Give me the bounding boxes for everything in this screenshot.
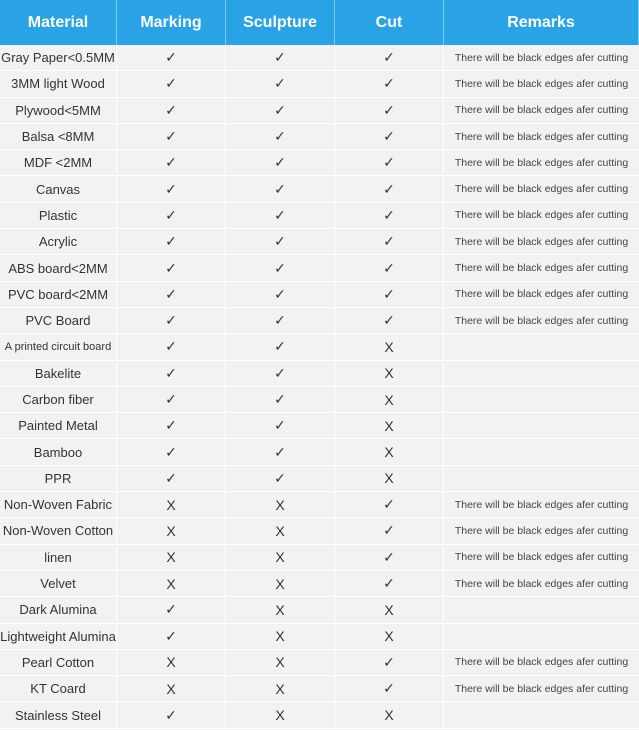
remarks-cell [444,702,639,728]
marking-cell: ✓ [117,413,226,439]
cut-cell: ✓ [335,518,444,544]
cut-cell: ✓ [335,176,444,202]
sculpture-cell: ✓ [226,71,335,97]
header-remarks: Remarks [444,0,639,45]
sculpture-cell: X [226,650,335,676]
material-cell: Non-Woven Cotton [0,518,117,544]
cut-cell: ✓ [335,282,444,308]
cut-cell: ✓ [335,676,444,702]
material-cell: Canvas [0,176,117,202]
marking-cell: X [117,571,226,597]
sculpture-cell: X [226,597,335,623]
sculpture-cell: ✓ [226,124,335,150]
remarks-cell: There will be black edges afer cutting [444,308,639,334]
sculpture-cell: ✓ [226,308,335,334]
marking-cell: ✓ [117,71,226,97]
material-cell: 3MM light Wood [0,71,117,97]
sculpture-cell: X [226,518,335,544]
marking-cell: ✓ [117,308,226,334]
cut-cell: ✓ [335,308,444,334]
marking-cell: ✓ [117,702,226,728]
remarks-cell: There will be black edges afer cutting [444,150,639,176]
remarks-cell: There will be black edges afer cutting [444,124,639,150]
marking-cell: ✓ [117,466,226,492]
header-material: Material [0,0,117,45]
remarks-cell: There will be black edges afer cutting [444,203,639,229]
remarks-cell: There will be black edges afer cutting [444,45,639,71]
material-cell: ABS board<2MM [0,255,117,281]
sculpture-cell: ✓ [226,361,335,387]
cut-cell: ✓ [335,150,444,176]
cut-cell: ✓ [335,229,444,255]
cut-cell: ✓ [335,98,444,124]
remarks-cell [444,597,639,623]
remarks-cell [444,439,639,465]
material-cell: Carbon fiber [0,387,117,413]
material-cell: Stainless Steel [0,702,117,728]
sculpture-cell: ✓ [226,466,335,492]
marking-cell: ✓ [117,45,226,71]
marking-cell: ✓ [117,124,226,150]
material-cell: Velvet [0,571,117,597]
remarks-cell: There will be black edges afer cutting [444,571,639,597]
cut-cell: X [335,466,444,492]
material-cell: Balsa <8MM [0,124,117,150]
sculpture-cell: ✓ [226,229,335,255]
marking-cell: ✓ [117,439,226,465]
material-cell: Plastic [0,203,117,229]
sculpture-cell: X [226,571,335,597]
marking-cell: X [117,650,226,676]
marking-cell: X [117,492,226,518]
remarks-cell [444,413,639,439]
marking-cell: X [117,545,226,571]
cut-cell: X [335,702,444,728]
sculpture-cell: ✓ [226,150,335,176]
cut-cell: X [335,334,444,360]
sculpture-cell: X [226,624,335,650]
sculpture-cell: ✓ [226,387,335,413]
remarks-cell: There will be black edges afer cutting [444,176,639,202]
marking-cell: X [117,676,226,702]
material-cell: Painted Metal [0,413,117,439]
sculpture-cell: X [226,702,335,728]
marking-cell: ✓ [117,176,226,202]
sculpture-cell: ✓ [226,176,335,202]
sculpture-cell: X [226,545,335,571]
sculpture-cell: ✓ [226,45,335,71]
marking-cell: ✓ [117,229,226,255]
material-cell: Bakelite [0,361,117,387]
remarks-cell: There will be black edges afer cutting [444,98,639,124]
cut-cell: ✓ [335,545,444,571]
sculpture-cell: X [226,676,335,702]
material-cell: PVC board<2MM [0,282,117,308]
cut-cell: ✓ [335,71,444,97]
cut-cell: X [335,387,444,413]
sculpture-cell: ✓ [226,255,335,281]
marking-cell: ✓ [117,255,226,281]
sculpture-cell: ✓ [226,98,335,124]
material-cell: MDF <2MM [0,150,117,176]
material-cell: Lightweight Alumina [0,624,117,650]
cut-cell: X [335,439,444,465]
marking-cell: ✓ [117,597,226,623]
remarks-cell [444,624,639,650]
marking-cell: ✓ [117,282,226,308]
sculpture-cell: X [226,492,335,518]
material-cell: Plywood<5MM [0,98,117,124]
remarks-cell: There will be black edges afer cutting [444,518,639,544]
marking-cell: ✓ [117,150,226,176]
remarks-cell [444,334,639,360]
remarks-cell: There will be black edges afer cutting [444,71,639,97]
marking-cell: ✓ [117,387,226,413]
remarks-cell: There will be black edges afer cutting [444,282,639,308]
material-cell: A printed circuit board [0,334,117,360]
material-cell: Bamboo [0,439,117,465]
cut-cell: ✓ [335,45,444,71]
marking-cell: ✓ [117,361,226,387]
marking-cell: ✓ [117,203,226,229]
cut-cell: X [335,361,444,387]
material-cell: linen [0,545,117,571]
material-cell: PVC Board [0,308,117,334]
header-marking: Marking [117,0,226,45]
sculpture-cell: ✓ [226,439,335,465]
material-cell: Dark Alumina [0,597,117,623]
cut-cell: X [335,624,444,650]
sculpture-cell: ✓ [226,334,335,360]
material-cell: Non-Woven Fabric [0,492,117,518]
material-cell: Acrylic [0,229,117,255]
cut-cell: ✓ [335,650,444,676]
cut-cell: ✓ [335,255,444,281]
cut-cell: ✓ [335,124,444,150]
sculpture-cell: ✓ [226,413,335,439]
remarks-cell: There will be black edges afer cutting [444,676,639,702]
marking-cell: ✓ [117,334,226,360]
material-cell: KT Coard [0,676,117,702]
header-sculpture: Sculpture [226,0,335,45]
sculpture-cell: ✓ [226,282,335,308]
material-cell: PPR [0,466,117,492]
remarks-cell: There will be black edges afer cutting [444,255,639,281]
remarks-cell [444,466,639,492]
cut-cell: ✓ [335,203,444,229]
remarks-cell: There will be black edges afer cutting [444,650,639,676]
cut-cell: ✓ [335,492,444,518]
remarks-cell: There will be black edges afer cutting [444,545,639,571]
marking-cell: ✓ [117,624,226,650]
cut-cell: ✓ [335,571,444,597]
material-cell: Gray Paper<0.5MM [0,45,117,71]
material-cell: Pearl Cotton [0,650,117,676]
remarks-cell: There will be black edges afer cutting [444,492,639,518]
cut-cell: X [335,413,444,439]
marking-cell: ✓ [117,98,226,124]
marking-cell: X [117,518,226,544]
remarks-cell [444,387,639,413]
sculpture-cell: ✓ [226,203,335,229]
remarks-cell: There will be black edges afer cutting [444,229,639,255]
cut-cell: X [335,597,444,623]
header-cut: Cut [335,0,444,45]
remarks-cell [444,361,639,387]
